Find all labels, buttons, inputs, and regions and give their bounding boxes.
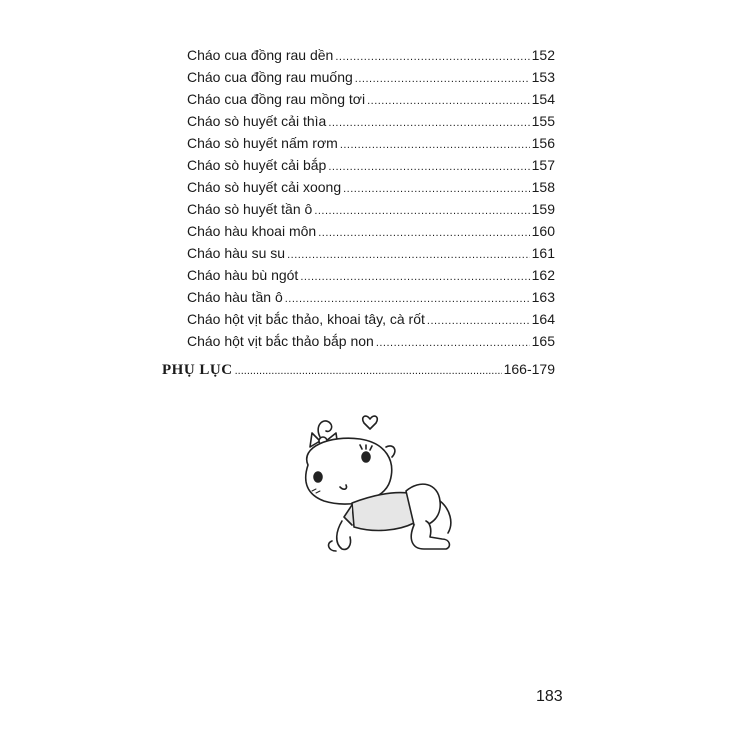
- toc-entry: [187, 177, 555, 197]
- dot-leader: [335, 47, 529, 67]
- toc-entry-page: 153: [531, 69, 555, 85]
- toc-entry-title: Cháo cua đồng rau muống: [187, 69, 353, 85]
- dot-leader: [328, 113, 529, 133]
- toc-entry-title: Cháo cua đồng rau dền: [187, 47, 334, 63]
- dot-leader: [235, 361, 502, 381]
- toc-entry: [187, 133, 555, 153]
- toc-entry-page: 158: [531, 179, 555, 195]
- crawling-baby-icon: [290, 405, 470, 565]
- dot-leader: [300, 267, 529, 287]
- toc-entry: [187, 331, 555, 351]
- toc-entry-page: 162: [531, 267, 555, 283]
- toc-entry-title: Cháo hột vịt bắc thảo, khoai tây, cà rốt: [187, 311, 425, 327]
- toc-entry-page: 155: [531, 113, 555, 129]
- toc-entry-page: 159: [531, 201, 555, 217]
- toc-entry-page: 164: [531, 311, 555, 327]
- dot-leader: [367, 91, 530, 111]
- toc-entry-title: Cháo sò huyết cải thìa: [187, 113, 327, 129]
- dot-leader: [314, 201, 529, 221]
- toc-entry: [187, 45, 555, 65]
- dot-leader: [328, 157, 529, 177]
- dot-leader: [343, 179, 530, 199]
- dot-leader: [318, 223, 529, 243]
- toc-entry-title: Cháo sò huyết cải xoong: [187, 179, 342, 195]
- toc-entry-title: Cháo hàu su su: [187, 245, 286, 261]
- toc-entry-title: Cháo cua đồng rau mồng tơi: [187, 91, 366, 107]
- dot-leader: [355, 69, 530, 89]
- toc-entry-title: Cháo sò huyết nấm rơm: [187, 135, 338, 151]
- dot-leader: [285, 289, 530, 309]
- toc-entry-page: 160: [531, 223, 555, 239]
- toc-entry: [187, 67, 555, 87]
- toc-entry-page: 157: [531, 157, 555, 173]
- toc-entry: [187, 221, 555, 241]
- toc-entry-title: Cháo sò huyết tần ô: [187, 201, 313, 217]
- toc-entry-title: Cháo hàu bù ngót: [187, 267, 299, 283]
- toc-entry: [187, 265, 555, 285]
- toc-entry-title: Cháo hàu tần ô: [187, 289, 283, 305]
- appendix-pages: 166-179: [503, 361, 555, 377]
- toc-entry: [187, 309, 555, 329]
- toc-entry-title: Cháo sò huyết cải bắp: [187, 157, 327, 173]
- page-number: 183: [536, 688, 563, 705]
- toc-entry-page: 165: [531, 333, 555, 349]
- toc-entry-page: 152: [531, 47, 555, 63]
- toc-entry: [187, 287, 555, 307]
- toc-entry: [187, 155, 555, 175]
- toc-entry-page: 163: [531, 289, 555, 305]
- dot-leader: [287, 245, 530, 265]
- toc-entry: [187, 89, 555, 109]
- toc-entry-title: Cháo hàu khoai môn: [187, 223, 317, 239]
- toc-entry-title: Cháo hột vịt bắc thảo bắp non: [187, 333, 374, 349]
- appendix-title: PHỤ LỤC: [162, 362, 233, 378]
- dot-leader: [340, 135, 530, 155]
- toc-entry: [187, 199, 555, 219]
- toc-appendix-entry: [162, 359, 555, 379]
- toc-entry-page: 156: [531, 135, 555, 151]
- toc-entry-page: 154: [531, 91, 555, 107]
- heart-icon: [363, 416, 378, 429]
- dot-leader: [427, 311, 530, 331]
- toc-entry: [187, 111, 555, 131]
- toc-entry: [187, 243, 555, 263]
- toc-entry-page: 161: [531, 245, 555, 261]
- dot-leader: [376, 333, 530, 353]
